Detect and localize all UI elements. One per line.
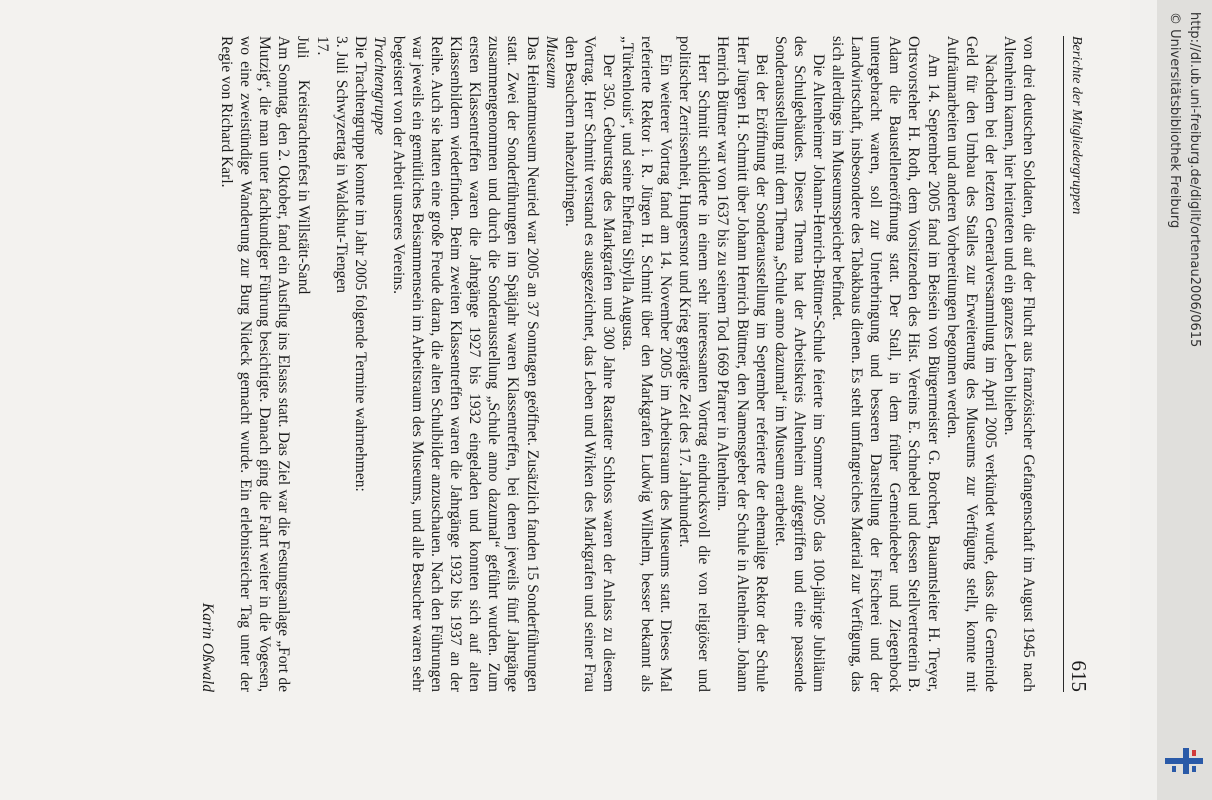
entry-text: Schwyzertag in Waldshut-Tiengen [332, 79, 350, 294]
running-head: Berichte der Mitgliedergruppen [1069, 36, 1084, 215]
entry-date: 17. Juli [294, 36, 331, 59]
logo-bar [1183, 748, 1189, 774]
page-header [1063, 36, 1094, 692]
logo-bar [1192, 750, 1196, 756]
logo-bar [1192, 766, 1196, 772]
copyright-notice: © Universitätsbibliothek Freiburg [1167, 12, 1182, 229]
source-url-link[interactable]: http://dl.ub.uni-freiburg.de/diglit/ortenau2006/0615 [1187, 12, 1202, 348]
entry-date: 3. Juli [332, 36, 350, 74]
author-signature: Karin Oßwald [198, 602, 216, 692]
page-number: 615 [1067, 660, 1091, 692]
tracht-entry [332, 36, 351, 692]
paragraph: Bei der Eröffnung der Sonderausstellung im September referierte der ehemalige Rektor der Schule Herr Jürgen H. Schmitt über Johann Henrich Büttner, den Namensgeber der Schule in Altenheim. Johann Henrich Büttner war von 1637 bis zu seinem Tod 1669 Pfarrer in Altenheim. [714, 36, 770, 692]
paragraph: von drei deutschen Soldaten, die auf der Flucht aus französischer Gefangenschaft im August 1945 nach Altenheim kamen, hier heirateten und ein ganzes Leben blieben. [1000, 36, 1037, 692]
source-strip [1157, 0, 1212, 800]
museum-paragraph: Das Heimatmuseum Neuried war 2005 an 37 Sonntagen geöffnet. Zusätzlich fanden 15 Sonderführungen statt. Zwei der Sonderführungen im Spätjahr waren Klassentreffen, bei denen jeweils fünf Jahrgänge zusammengenommen und durch die Sonderausstellung „Schule anno dazumal“ geführt wurden. Zum ersten Klassentreffen waren die Jahrgänge 1927 bis 1932 eingeladen und konnten sich auf alten Klassenbildern wiederfinden. Beim zweiten Klassentreffen waren die Jahrgänge 1932 bis 1937 an der Reihe. Auch sie hatten eine große Freude daran, die alten Schulbilder anzuschauen. Nach den Führungen war jeweils ein gemütliches Beisammensein im Arbeitsraum des Museums, und alle Besucher waren sehr begeistert von der Arbeit unseres Vereins. [389, 36, 541, 692]
section-title-trachtengruppe: Trachtengruppe [370, 36, 388, 136]
source-strip-text [1157, 0, 1212, 800]
paragraph: Nachdem bei der letzten Generalversammlung im April 2005 verkündet wurde, dass die Gemeinde Geld für den Umbau des Stalles zur Erweiterung des Museums zur Verfügung stellt, konnte mit Aufräumarbeiten und anderen Vorbereitungen begonnen werden. [943, 36, 999, 692]
paragraph: Am 14. September 2005 fand im Beisein von Bürgermeister G. Borchert, Bauamtsleiter H. Treyer, Ortsvorsteher H. Roth, dem Vorsitzenden des Hist. Vereins E. Schnebel und dessen Stellvertreterin B. Adam die Baustelleneröffnung statt. Der Stall, in dem früher Gemeindeeber und Ziegenbock untergebracht waren, soll zur Unterbringung und besseren Darstellung der Fischerei und der Landwirtschaft, insbesondere des Tabakbaus dienen. Es steht umfangreiches Material zur Verfügung, das sich allerdings im Museumsspeicher befindet. [829, 36, 942, 692]
paragraph: Der 350. Geburtstag des Markgrafen und 300 Jahre Rastatter Schloss waren der Anlass zu diesem Vortrag. Herr Schmitt verstand es ausgezeichnet, das Leben und Wirken des Markgrafen und seiner Frau den Besuchern nahezubringen. [561, 36, 617, 692]
library-logo-icon [1164, 746, 1204, 776]
tracht-paragraph: Am Sonntag, den 2. Oktober, fand ein Ausflug ins Elsass statt. Das Ziel war die Festungsanlage „Fort de Mutzig“, die man unter fachkundiger Führung besichtigte. Danach ging die Fahrt weiter in die Vogesen, wo eine zweistündige Wanderung zur Burg Nideck gemacht wurde. Ein erlebnisreicher Tag unter der Regie von Richard Karl. [218, 36, 293, 692]
tracht-intro: Die Trachtengruppe konnte im Jahr 2005 folgende Termine wahrnehmen: [351, 36, 369, 492]
logo-bar [1172, 766, 1176, 772]
tracht-entry [293, 36, 331, 692]
entry-text: Kreistrachtenfest in Willstätt-Sand [294, 79, 312, 295]
paragraph: Herr Schmitt schilderte in einem sehr interessanten Vortrag eindrucksvoll die von religiöser und politischer Zerrissenheit, Hungersnot und Krieg geprägte Zeit des 17. Jahrhundert. [676, 36, 713, 692]
paragraph: Ein weiterer Vortrag fand am 14. November 2005 im Arbeitsraum des Museums statt. Dieses Mal referierte Rektor i. R. Jürgen H. Schmitt über den Markgrafen Ludwig Wilhelm, besser bekannt als „Türkenlouis“, und seine Ehefrau Sibylla Augusta. [619, 36, 675, 692]
paragraph: Die Altenheimer Johann-Henrich-Büttner-Schule feierte im Sommer 2005 das 100-jährige Jubiläum des Schulgebäudes. Dieses Thema hat der Arbeitskreis Altenheim aufgegriffen und eine passende Sonderausstellung mit dem Thema „Schule anno dazumal“ im Museum erarbeitet. [771, 36, 827, 692]
page-body [198, 36, 1038, 692]
section-title-museum: Museum [542, 36, 560, 89]
